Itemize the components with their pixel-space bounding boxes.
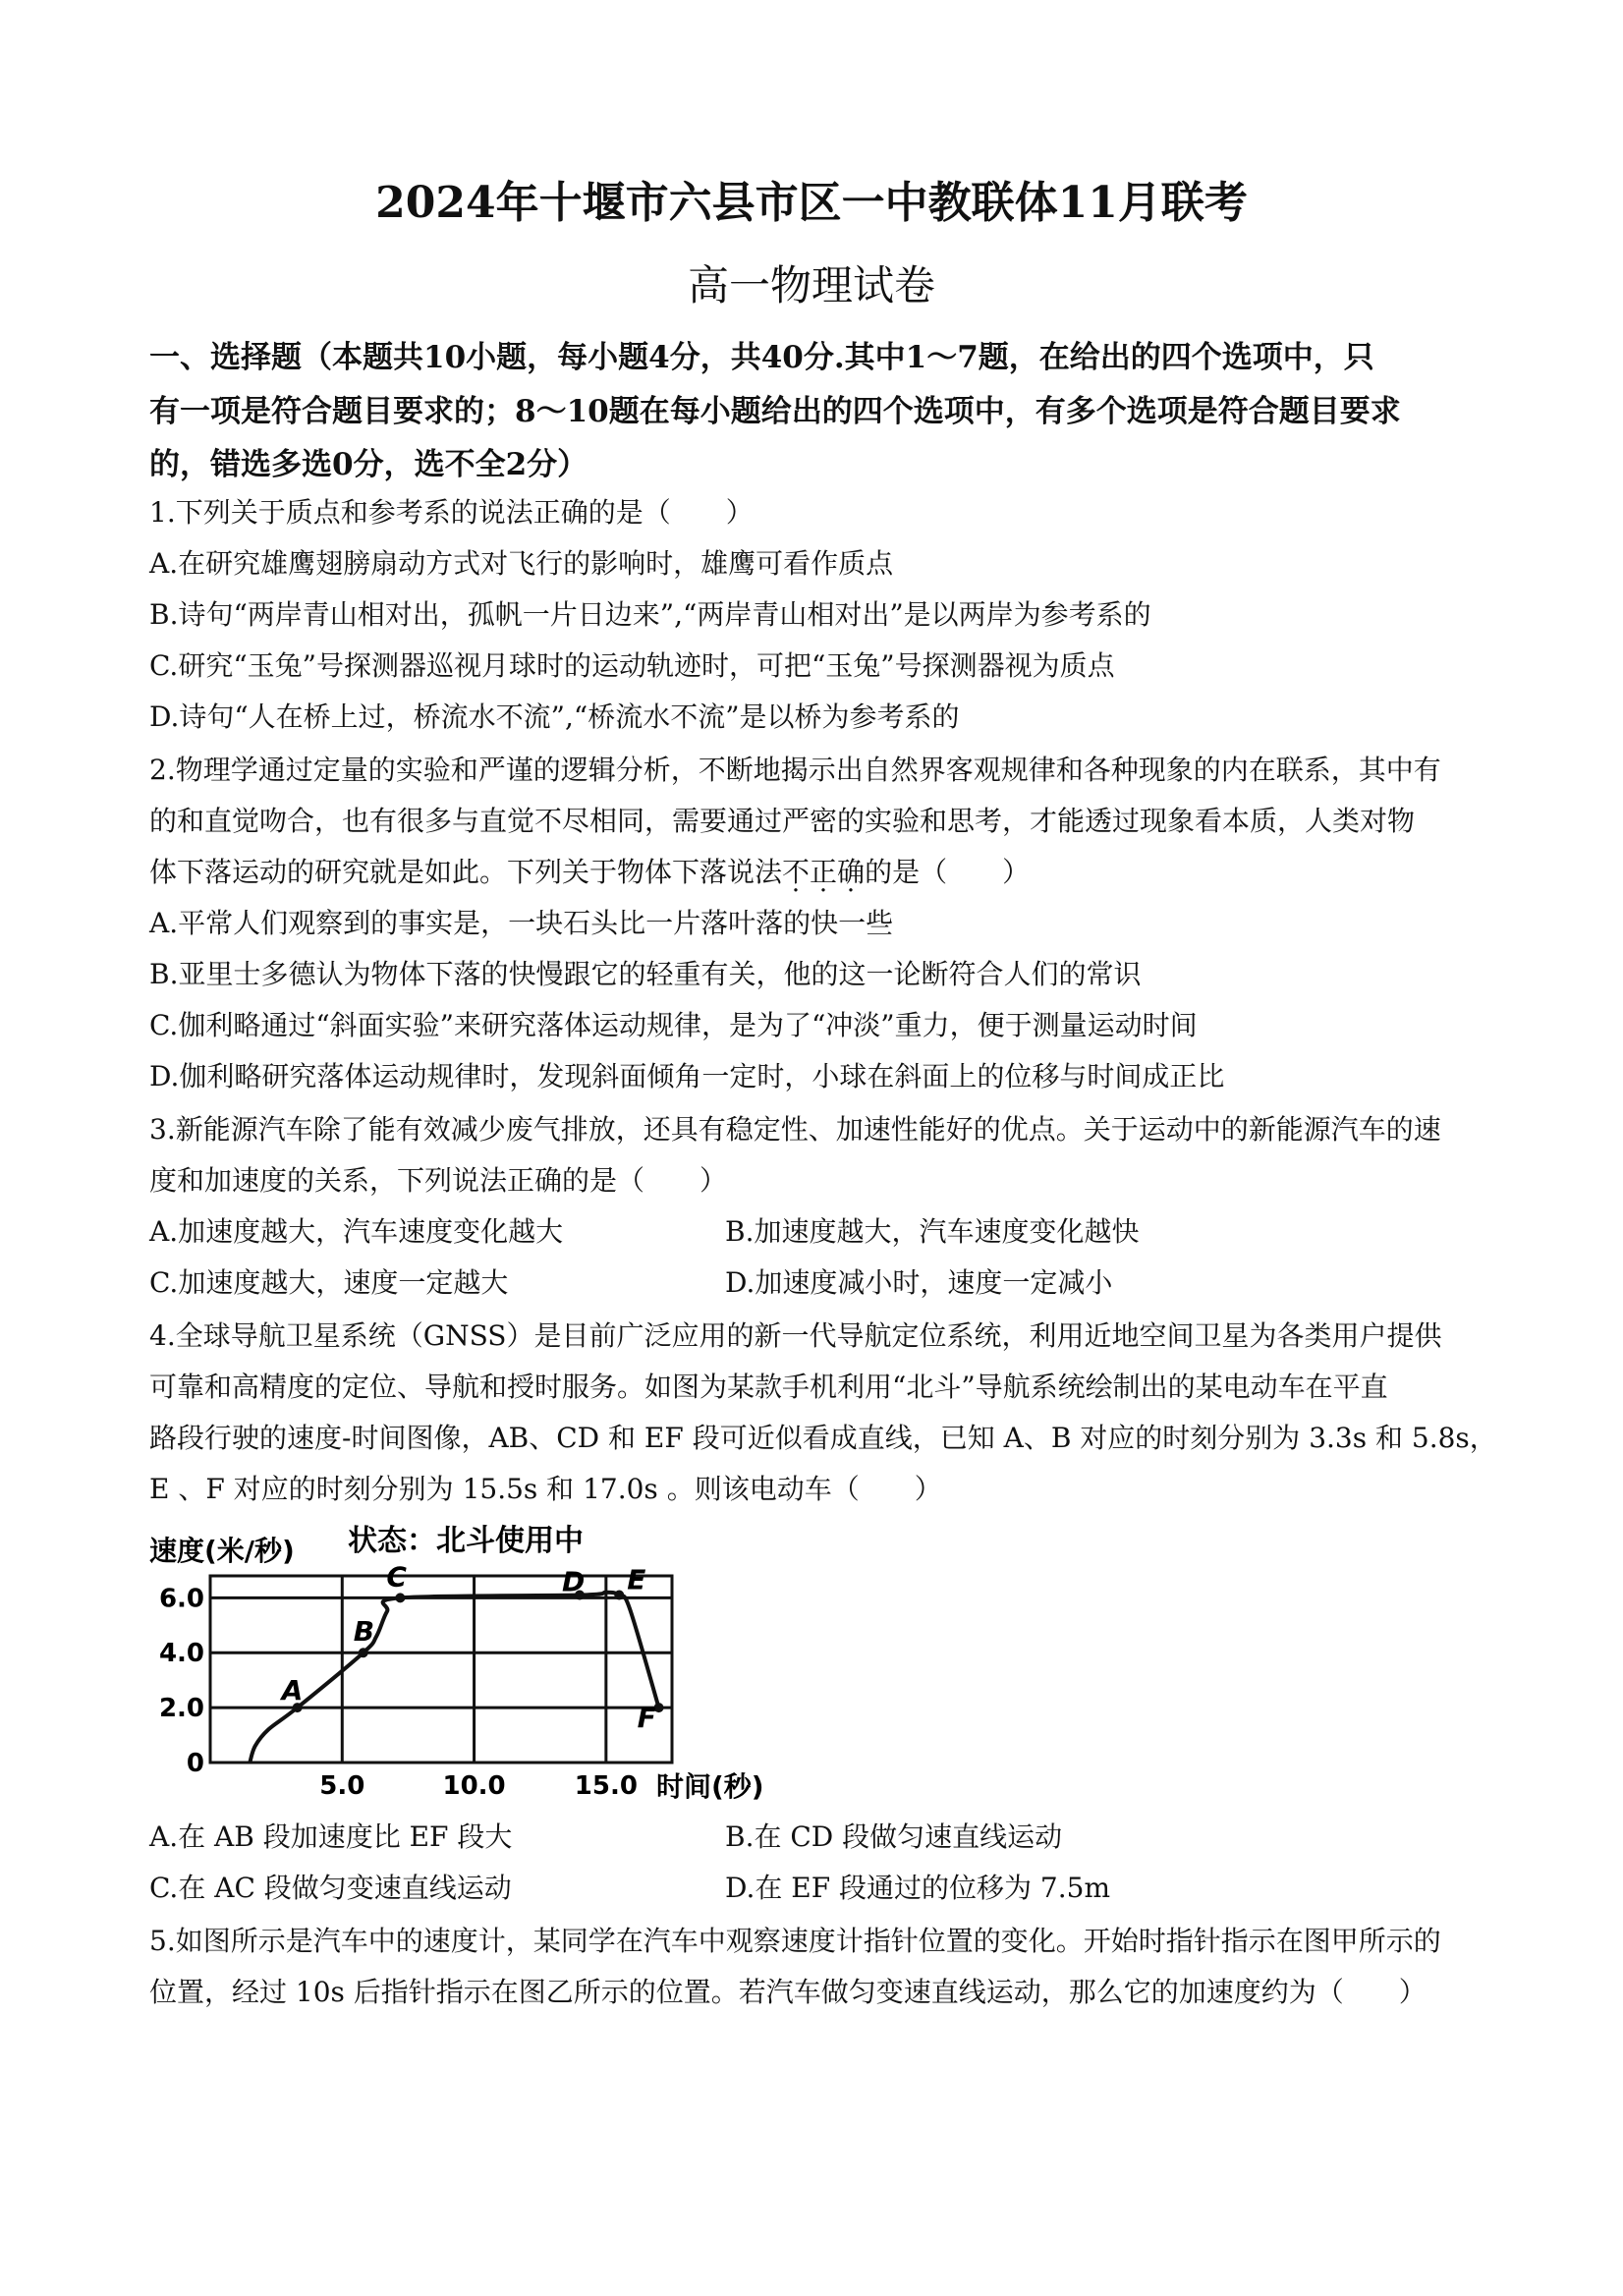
plot-frame	[210, 1576, 672, 1763]
question-4-option-a: A.在 AB 段加速度比 EF 段大	[149, 1820, 513, 1853]
x-axis-label: 时间(秒)	[656, 1770, 764, 1803]
question-3-option-b: B.加速度越大，汽车速度变化越快	[725, 1215, 1140, 1248]
x-tick-label: 10.0	[442, 1771, 506, 1801]
y-tick-label: 4.0	[158, 1639, 204, 1669]
question-2-stem-suffix: 的是（ ）	[865, 856, 1031, 888]
question-2-option-d: D.伽利略研究落体运动规律时，发现斜面倾角一定时，小球在斜面上的位移与时间成正比	[149, 1060, 1225, 1092]
point-b-marker	[359, 1648, 368, 1657]
question-2-option-b: B.亚里士多德认为物体下落的快慢跟它的轻重有关，他的这一论断符合人们的常识	[149, 958, 1142, 990]
question-4-stem-line: E 、F 对应的时刻分别为 15.5s 和 17.0s 。则该电动车（ ）	[149, 1473, 942, 1505]
question-3-option-d: D.加速度减小时，速度一定减小	[725, 1266, 1113, 1299]
question-2-stem-line: 的和直觉吻合，也有很多与直觉不尽相同，需要通过严密的实验和思考，才能透过现象看本质，人类对物	[149, 805, 1416, 837]
question-3-stem-line: 度和加速度的关系，下列说法正确的是（ ）	[149, 1164, 728, 1197]
point-f-label: F	[637, 1702, 656, 1735]
point-e-label: E	[627, 1563, 646, 1596]
question-4-option-c: C.在 AC 段做匀变速直线运动	[149, 1872, 512, 1904]
question-4-stem-line: 4.全球导航卫星系统（GNSS）是目前广泛应用的新一代导航定位系统，利用近地空间卫星为各类用户提供	[149, 1319, 1442, 1352]
y-tick-label: 2.0	[158, 1694, 204, 1724]
question-1-option-d: D.诗句“人在桥上过，桥流水不流”,“桥流水不流”是以桥为参考系的	[149, 700, 960, 733]
point-a-label: A	[281, 1674, 304, 1708]
point-c-marker	[395, 1593, 405, 1602]
question-4-stem-line: 路段行驶的速度-时间图像，AB、CD 和 EF 段可近似看成直线，已知 A、B 对应的时刻分别为 3.3s 和 5.8s，	[149, 1422, 1497, 1454]
emphasis-char: 确	[837, 856, 866, 888]
question-4-stem-line: 可靠和高精度的定位、导航和授时服务。如图为某款手机利用“北斗”导航系统绘制出的某电动车在平直	[149, 1371, 1388, 1403]
section-instructions-line: 有一项是符合题目要求的；8～10题在每小题给出的四个选项中，有多个选项是符合题目要求	[149, 394, 1401, 429]
section-instructions-line: 的，错选多选0分，选不全2分）	[149, 447, 588, 482]
point-e-marker	[614, 1591, 624, 1600]
question-4-option-b: B.在 CD 段做匀速直线运动	[725, 1820, 1063, 1853]
x-tick-label: 5.0	[319, 1771, 365, 1801]
question-3-option-c: C.加速度越大，速度一定越大	[149, 1266, 509, 1299]
section-instructions-line: 一、选择题（本题共10小题，每小题4分，共40分.其中1～7题，在给出的四个选项中，只	[149, 340, 1374, 375]
question-2-stem-prefix: 体下落运动的研究就是如此。下列关于物体下落说法	[149, 856, 783, 888]
question-2-stem-line-last	[149, 851, 1030, 890]
y-axis-label: 速度(米/秒)	[149, 1535, 295, 1567]
y-tick-label: 0	[186, 1749, 204, 1778]
emphasis-char: 正	[810, 856, 838, 888]
question-1-option-a: A.在研究雄鹰翅膀扇动方式对飞行的影响时，雄鹰可看作质点	[149, 547, 894, 580]
point-b-label: B	[353, 1615, 375, 1649]
point-d-label: D	[562, 1565, 586, 1598]
question-2-stem-line: 2.物理学通过定量的实验和严谨的逻辑分析，不断地揭示出自然界客观规律和各种现象的内在联系，其中有	[149, 754, 1441, 786]
question-1-stem: 1.下列关于质点和参考系的说法正确的是（ ）	[149, 496, 754, 529]
question-5-stem-line: 5.如图所示是汽车中的速度计，某同学在汽车中观察速度计指针位置的变化。开始时指针指示在图甲所示的	[149, 1925, 1441, 1957]
question-5-stem-line: 位置，经过 10s 后指针指示在图乙所示的位置。若汽车做匀变速直线运动，那么它的加速度约为（ ）	[149, 1976, 1427, 2008]
point-c-label: C	[386, 1560, 407, 1594]
exam-subtitle: 高一物理试卷	[687, 261, 935, 309]
question-2-option-c: C.伽利略通过“斜面实验”来研究落体运动规律，是为了“冲淡”重力，便于测量运动时间	[149, 1009, 1198, 1041]
question-2-option-a: A.平常人们观察到的事实是，一块石头比一片落叶落的快一些	[149, 907, 894, 939]
question-3-option-a: A.加速度越大，汽车速度变化越大	[149, 1215, 564, 1248]
x-tick-label: 15.0	[574, 1771, 638, 1801]
question-1-option-b: B.诗句“两岸青山相对出，孤帆一片日边来”,“两岸青山相对出”是以两岸为参考系的	[149, 598, 1151, 631]
chart-status-title: 状态：北斗使用中	[348, 1524, 584, 1558]
y-tick-label: 6.0	[158, 1584, 204, 1614]
question-4-option-d: D.在 EF 段通过的位移为 7.5m	[725, 1872, 1111, 1904]
velocity-curve	[250, 1593, 658, 1763]
emphasis-char: 不	[782, 856, 811, 888]
question-1-option-c: C.研究“玉兔”号探测器巡视月球时的运动轨迹时，可把“玉兔”号探测器视为质点	[149, 649, 1115, 682]
question-3-stem-line: 3.新能源汽车除了能有效减少废气排放，还具有稳定性、加速性能好的优点。关于运动中的新能源汽车的速	[149, 1113, 1441, 1146]
velocity-time-chart	[145, 1521, 784, 1806]
exam-title: 2024年十堰市六县市区一中教联体11月联考	[375, 178, 1248, 228]
